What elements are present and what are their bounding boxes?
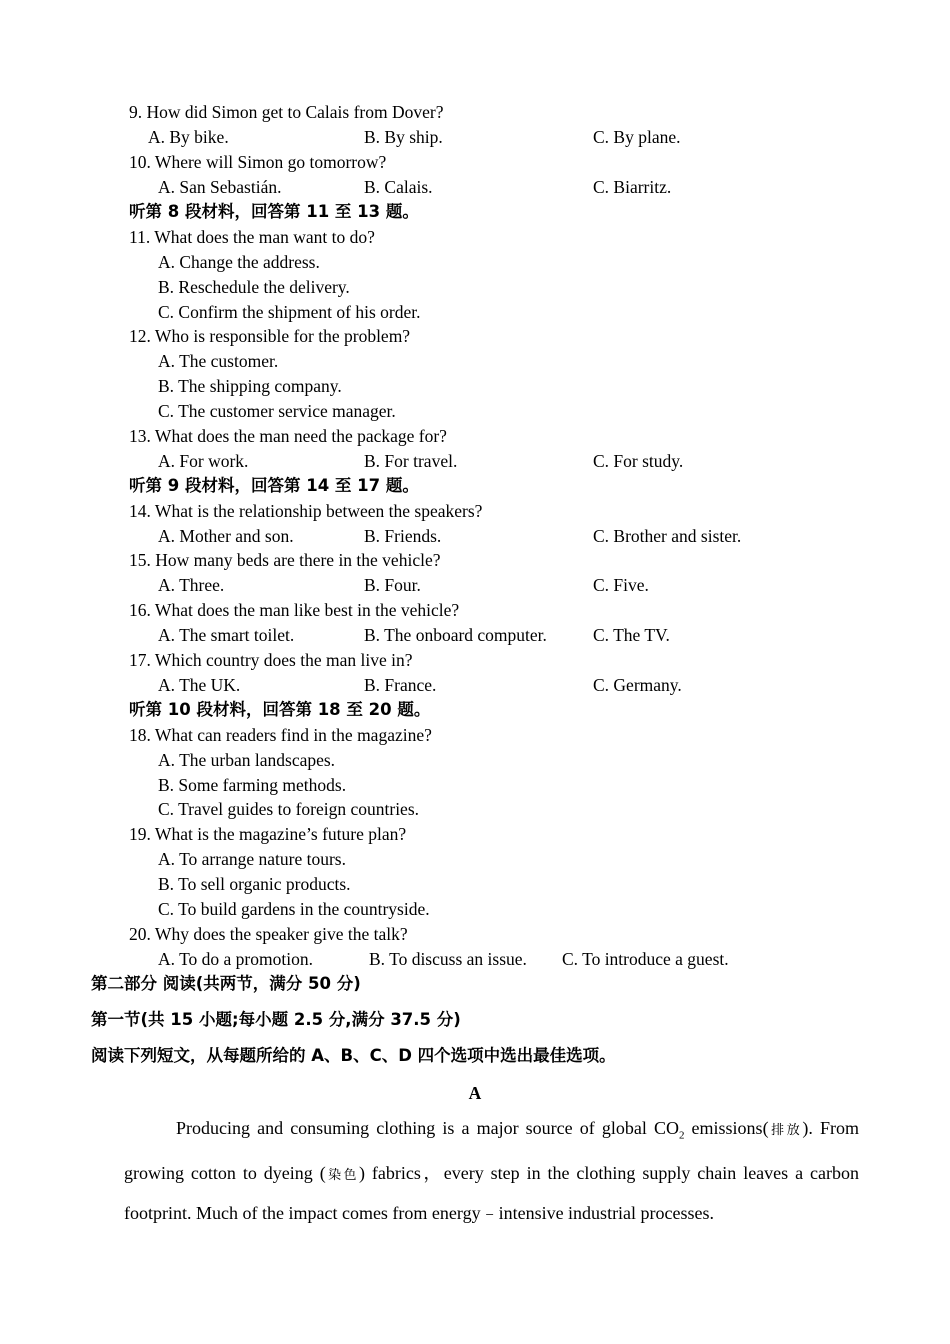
q12-stem: 12. Who is responsible for the problem?: [129, 326, 411, 346]
passage-label: A: [468, 1083, 482, 1103]
gloss-dyeing: 染色: [325, 1168, 359, 1184]
q13-option-a: A. For work.: [158, 451, 249, 471]
q13-option-b: B. For travel.: [364, 451, 458, 471]
q20-stem: 20. Why does the speaker give the talk?: [129, 924, 408, 944]
section-10-heading: 听第 10 段材料，回答第 18 至 20 题。: [129, 700, 431, 719]
q11-option-a: A. Change the address.: [158, 252, 320, 272]
q14-option-b: B. Friends.: [364, 526, 442, 546]
para-text-4: ) fabrics，every step in the clothing supply chain leaves a carbon footprint. Much of the impact comes from energy﹣intensive industrial processes.: [124, 1163, 859, 1223]
gloss-emissions: 排放: [768, 1123, 803, 1138]
q17-option-a: A. The UK.: [158, 675, 241, 695]
q10-option-c: C. Biarritz.: [593, 177, 672, 197]
q15-stem: 15. How many beds are there in the vehicle?: [129, 550, 441, 570]
para-text-1: Producing and consuming clothing is a major source of global CO: [176, 1118, 679, 1138]
q15-option-c: C. Five.: [593, 575, 649, 595]
q11-option-b: B. Reschedule the delivery.: [158, 277, 350, 297]
para-text-2: emissions(: [684, 1118, 769, 1138]
section-one-title: 第一节(共 15 小题;每小题 2.5 分,满分 37.5 分): [91, 1010, 461, 1029]
q19-stem: 19. What is the magazine’s future plan?: [129, 824, 407, 844]
q18-option-a: A. The urban landscapes.: [158, 750, 336, 770]
q20-option-a: A. To do a promotion.: [158, 949, 313, 969]
para-text-3: ). From growing cotton to dyeing (: [124, 1118, 859, 1184]
q16-option-b: B. The onboard computer.: [364, 625, 547, 645]
q18-option-b: B. Some farming methods.: [158, 775, 347, 795]
q18-stem: 18. What can readers find in the magazine?: [129, 725, 432, 745]
q19-option-b: B. To sell organic products.: [158, 874, 351, 894]
q16-stem: 16. What does the man like best in the vehicle?: [129, 600, 460, 620]
q12-option-b: B. The shipping company.: [158, 376, 342, 396]
q14-option-a: A. Mother and son.: [158, 526, 294, 546]
q12-option-a: A. The customer.: [158, 351, 279, 371]
q9-option-a: A. By bike.: [148, 127, 229, 147]
q19-option-a: A. To arrange nature tours.: [158, 849, 346, 869]
q20-option-b: B. To discuss an issue.: [369, 949, 527, 969]
q9-stem: 9. How did Simon get to Calais from Dover?: [129, 102, 444, 122]
q13-option-c: C. For study.: [593, 451, 684, 471]
q14-stem: 14. What is the relationship between the speakers?: [129, 501, 483, 521]
q11-option-c: C. Confirm the shipment of his order.: [158, 302, 421, 322]
q15-option-b: B. Four.: [364, 575, 421, 595]
passage-paragraph: [124, 1110, 859, 1232]
q10-option-a: A. San Sebastián.: [158, 177, 282, 197]
q13-stem: 13. What does the man need the package for?: [129, 426, 447, 446]
q9-option-b: B. By ship.: [364, 127, 443, 147]
q11-stem: 11. What does the man want to do?: [129, 227, 375, 247]
q17-stem: 17. Which country does the man live in?: [129, 650, 413, 670]
q20-option-c: C. To introduce a guest.: [562, 949, 729, 969]
co2-subscript: 2: [678, 1129, 685, 1142]
q15-option-a: A. Three.: [158, 575, 225, 595]
q19-option-c: C. To build gardens in the countryside.: [158, 899, 430, 919]
q10-stem: 10. Where will Simon go tomorrow?: [129, 152, 387, 172]
q12-option-c: C. The customer service manager.: [158, 401, 396, 421]
part-two-title: 第二部分 阅读(共两节，满分 50 分): [91, 974, 361, 993]
q10-option-b: B. Calais.: [364, 177, 433, 197]
q16-option-a: A. The smart toilet.: [158, 625, 295, 645]
q18-option-c: C. Travel guides to foreign countries.: [158, 799, 420, 819]
section-9-heading: 听第 9 段材料，回答第 14 至 17 题。: [129, 476, 419, 495]
q16-option-c: C. The TV.: [593, 625, 670, 645]
q14-option-c: C. Brother and sister.: [593, 526, 742, 546]
section-8-heading: 听第 8 段材料，回答第 11 至 13 题。: [129, 202, 419, 221]
q9-option-c: C. By plane.: [593, 127, 681, 147]
reading-instruction: 阅读下列短文，从每题所给的 A、B、C、D 四个选项中选出最佳选项。: [91, 1046, 616, 1065]
q17-option-b: B. France.: [364, 675, 437, 695]
q17-option-c: C. Germany.: [593, 675, 682, 695]
